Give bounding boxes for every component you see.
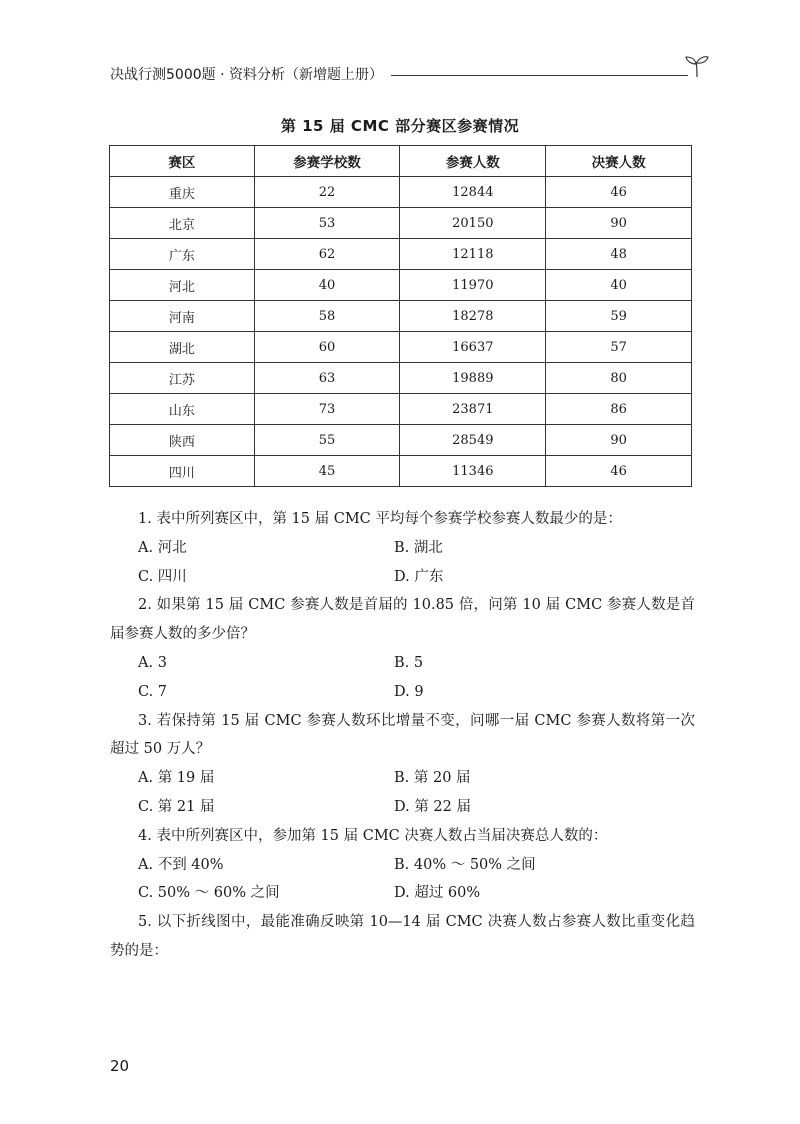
table-body: [110, 177, 692, 487]
table-row: [110, 177, 692, 208]
column-header: 参赛人数: [400, 146, 546, 177]
value-cell: 57: [546, 332, 692, 363]
option-row: [110, 764, 695, 793]
value-cell: 60: [254, 332, 400, 363]
value-cell: 18278: [400, 301, 546, 332]
table-row: [110, 239, 692, 270]
value-cell: 63: [254, 363, 400, 394]
value-cell: 12118: [400, 239, 546, 270]
question-list: [110, 505, 695, 966]
value-cell: 46: [546, 456, 692, 487]
table-row: [110, 270, 692, 301]
answer-option: C. 四川: [138, 568, 187, 585]
value-cell: 11346: [400, 456, 546, 487]
value-cell: 62: [254, 239, 400, 270]
table-row: [110, 456, 692, 487]
sprout-icon: [684, 54, 710, 78]
value-cell: 53: [254, 208, 400, 239]
region-cell: 河北: [110, 270, 255, 301]
answer-option: A. 第 19 届: [138, 770, 215, 787]
column-header: 决赛人数: [546, 146, 692, 177]
answer-option: A. 河北: [138, 539, 187, 556]
answer-option: C. 第 21 届: [138, 798, 215, 815]
region-cell: 广东: [110, 239, 255, 270]
answer-option: B. 第 20 届: [394, 770, 471, 787]
region-cell: 江苏: [110, 363, 255, 394]
value-cell: 22: [254, 177, 400, 208]
page-number: 20: [110, 1057, 130, 1075]
value-cell: 48: [546, 239, 692, 270]
answer-option: C. 7: [138, 683, 168, 700]
region-cell: 河南: [110, 301, 255, 332]
value-cell: 90: [546, 425, 692, 456]
answer-option: A. 3: [138, 654, 167, 671]
question-stem: 2. 如果第 15 届 CMC 参赛人数是首届的 10.85 倍，问第 10 届 CMC 参赛人数是首届参赛人数的多少倍？: [110, 597, 695, 643]
answer-option: B. 5: [394, 654, 424, 671]
option-row: [110, 851, 695, 880]
value-cell: 45: [254, 456, 400, 487]
column-header: 赛区: [110, 146, 255, 177]
value-cell: 58: [254, 301, 400, 332]
value-cell: 20150: [400, 208, 546, 239]
value-cell: 46: [546, 177, 692, 208]
value-cell: 55: [254, 425, 400, 456]
question-stem: 3. 若保持第 15 届 CMC 参赛人数环比增量不变，问哪一届 CMC 参赛人数将第一次超过 50 万人？: [110, 712, 695, 758]
table-title: 第 15 届 CMC 部分赛区参赛情况: [280, 117, 520, 135]
table-row: [110, 332, 692, 363]
question-stem: 5. 以下折线图中，最能准确反映第 10—14 届 CMC 决赛人数占参赛人数比重变化趋势的是：: [110, 914, 695, 959]
value-cell: 16637: [400, 332, 546, 363]
value-cell: 23871: [400, 394, 546, 425]
question-stem: 4. 表中所列赛区中，参加第 15 届 CMC 决赛人数占当届决赛总人数的：: [138, 827, 608, 844]
value-cell: 12844: [400, 177, 546, 208]
table-row: [110, 208, 692, 239]
value-cell: 40: [254, 270, 400, 301]
region-cell: 四川: [110, 456, 255, 487]
value-cell: 90: [546, 208, 692, 239]
option-row: [110, 879, 695, 908]
value-cell: 73: [254, 394, 400, 425]
region-cell: 重庆: [110, 177, 255, 208]
table-row: [110, 363, 692, 394]
table-row: [110, 425, 692, 456]
option-row: [110, 678, 695, 707]
answer-option: C. 50% ～ 60% 之间: [138, 885, 280, 902]
answer-option: B. 40% ～ 50% 之间: [394, 856, 536, 873]
value-cell: 80: [546, 363, 692, 394]
region-cell: 北京: [110, 208, 255, 239]
region-cell: 湖北: [110, 332, 255, 363]
value-cell: 40: [546, 270, 692, 301]
region-cell: 山东: [110, 394, 255, 425]
answer-option: D. 第 22 届: [394, 798, 471, 815]
value-cell: 19889: [400, 363, 546, 394]
value-cell: 86: [546, 394, 692, 425]
option-row: [110, 793, 695, 822]
option-row: [110, 534, 695, 563]
answer-option: D. 超过 60%: [394, 885, 481, 902]
table-header-row: [110, 146, 692, 177]
header-title: 决战行测5000题 · 资料分析（新增题上册）: [110, 64, 391, 86]
table-row: [110, 394, 692, 425]
value-cell: 11970: [400, 270, 546, 301]
answer-option: A. 不到 40%: [138, 856, 224, 873]
value-cell: 59: [546, 301, 692, 332]
answer-option: B. 湖北: [394, 539, 443, 556]
option-row: [110, 563, 695, 592]
column-header: 参赛学校数: [254, 146, 400, 177]
option-row: [110, 649, 695, 678]
answer-option: D. 广东: [394, 568, 444, 585]
data-table: [109, 145, 692, 487]
running-header: [110, 64, 710, 88]
answer-option: D. 9: [394, 683, 424, 700]
question-stem: 1. 表中所列赛区中，第 15 届 CMC 平均每个参赛学校参赛人数最少的是：: [138, 511, 622, 527]
table-row: [110, 301, 692, 332]
value-cell: 28549: [400, 425, 546, 456]
region-cell: 陕西: [110, 425, 255, 456]
